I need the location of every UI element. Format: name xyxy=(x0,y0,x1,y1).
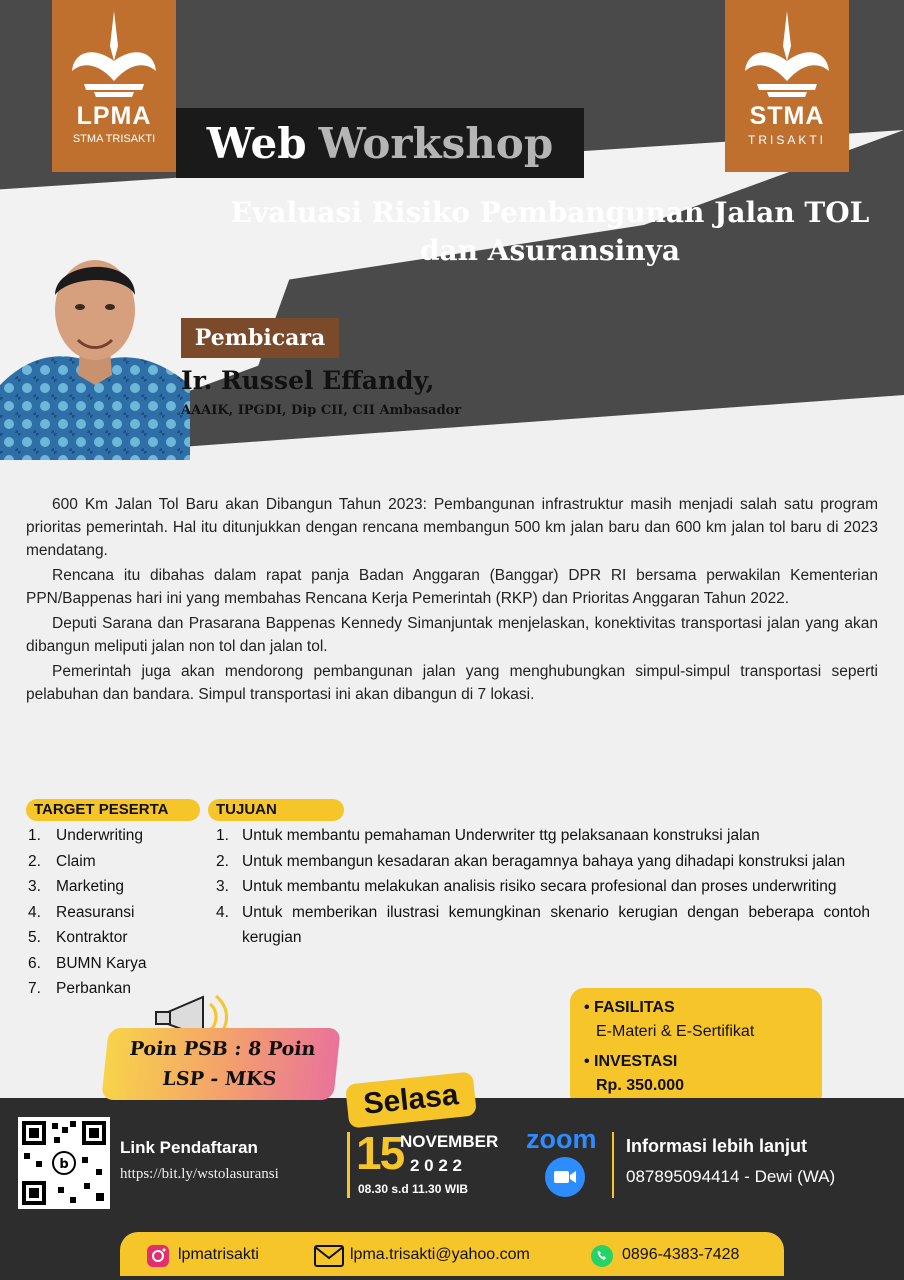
stma-logo-subtitle: TRISAKTI xyxy=(747,133,826,147)
tujuan-list xyxy=(216,823,870,951)
email-icon xyxy=(314,1245,344,1267)
speaker-credentials: AAAIK, IPGDI, Dip CII, CII Ambasador xyxy=(181,403,462,418)
instagram-icon xyxy=(146,1244,170,1268)
tujuan-heading: TUJUAN xyxy=(208,799,344,821)
facilities-heading: • FASILITAS xyxy=(584,999,675,1016)
registration-link[interactable]: https://bit.ly/wstolasuransi xyxy=(120,1166,279,1182)
poin-line2: LSP - MKS xyxy=(161,1068,278,1090)
paragraph-1: 600 Km Jalan Tol Baru akan Dibangun Tahun 2023: Pembangunan infrastruktur masih menjadi salah satu program prioritas pemerintah. Hal itu ditunjukkan dengan rencana membangun 500 km jalan baru dan 600 km jalan tol baru di 2023 mendatang. xyxy=(26,496,878,559)
speaker-name: Ir. Russel Effandy, xyxy=(181,366,435,395)
event-title-line1: Evaluasi Risiko Pembangunan Jalan TOL xyxy=(230,196,870,229)
date-month: NOVEMBER xyxy=(400,1132,499,1151)
list-item: 4. Untuk memberikan ilustrasi kemungkinan skenario kerugian dengan beberapa contoh kerugian xyxy=(216,903,870,946)
list-item: 3. Marketing xyxy=(28,878,125,895)
info-divider xyxy=(612,1132,614,1198)
facilities-box xyxy=(570,988,822,1108)
info-contact: 087895094414 - Dewi (WA) xyxy=(626,1167,836,1186)
stma-emblem-icon xyxy=(737,6,837,101)
stma-logo xyxy=(725,0,849,172)
list-item: 2. Claim xyxy=(28,852,96,870)
date-number: 15 xyxy=(356,1127,404,1179)
date-divider xyxy=(347,1132,350,1198)
lpma-emblem-icon xyxy=(64,6,164,101)
title-web: Web xyxy=(206,118,307,168)
event-title-line2: dan Asuransinya xyxy=(419,234,681,267)
lpma-logo-subtitle: STMA TRISAKTI xyxy=(72,133,156,145)
whatsapp-icon xyxy=(590,1244,614,1268)
instagram-handle[interactable]: lpmatrisakti xyxy=(178,1246,259,1263)
target-list xyxy=(28,823,198,1002)
date-year: 2 0 2 2 xyxy=(410,1156,462,1175)
paragraph-2: Rencana itu dibahas dalam rapat panja Badan Anggaran (Banggar) DPR RI bersama perwakilan Kementerian PPN/Bappenas hari ini yang membahas Rencana Kerja Pemerintah (RKP) dan Prioritas Anggaran Tahun 2022. xyxy=(26,567,878,607)
day-badge: Selasa xyxy=(345,1071,477,1128)
registration-label: Link Pendaftaran xyxy=(120,1138,258,1157)
description-text xyxy=(26,493,878,708)
list-item: 1. Untuk membantu pemahaman Underwriter ttg pelaksanaan konstruksi jalan xyxy=(216,827,760,844)
paragraph-3: Deputi Sarana dan Prasarana Bappenas Kennedy Simanjuntak menjelaskan, konektivitas transportasi jalan yang akan dibangun meliputi jalan non tol dan jalan tol. xyxy=(26,615,878,655)
zoom-camera-icon xyxy=(544,1156,586,1198)
list-item: 2. Untuk membangun kesadaran akan beragamnya bahaya yang dihadapi konstruksi jalan xyxy=(216,852,846,870)
date-time: 08.30 s.d 11.30 WIB xyxy=(358,1182,469,1196)
zoom-logo: zoom xyxy=(526,1124,597,1154)
facilities-value: E-Materi & E-Sertifikat xyxy=(596,1023,755,1040)
lpma-logo-title: LPMA xyxy=(76,102,152,130)
qr-code[interactable] xyxy=(18,1117,110,1209)
poin-badge xyxy=(101,1028,341,1100)
whatsapp-number[interactable]: 0896-4383-7428 xyxy=(622,1246,740,1263)
event-title xyxy=(200,194,900,270)
web-workshop-title xyxy=(176,108,584,178)
info-label: Informasi lebih lanjut xyxy=(626,1136,808,1156)
list-item: 5. Kontraktor xyxy=(28,929,128,946)
list-item: 1. Underwriting xyxy=(28,827,144,844)
investasi-heading: • INVESTASI xyxy=(584,1053,678,1070)
poin-line1: Poin PSB : 8 Poin xyxy=(128,1038,317,1060)
list-item: 6. BUMN Karya xyxy=(28,954,147,972)
investasi-value: Rp. 350.000 xyxy=(596,1077,685,1094)
list-item: 3. Untuk membantu melakukan analisis risiko secara profesional dan proses underwriting xyxy=(216,878,837,895)
target-heading: TARGET PESERTA xyxy=(26,799,200,821)
paragraph-4: Pemerintah juga akan mendorong pembangunan jalan yang menghubungkan simpul-simpul transportasi seperti pelabuhan dan bandara. Simpul transportasi ini akan dibangun di 7 lokasi. xyxy=(26,663,878,703)
svg-text:b: b xyxy=(59,1157,69,1172)
speaker-photo xyxy=(0,235,190,460)
lpma-logo xyxy=(52,0,176,172)
speaker-label: Pembicara xyxy=(181,318,339,358)
list-item: 4. Reasuransi xyxy=(28,903,135,921)
stma-logo-title: STMA xyxy=(749,102,825,130)
email-address[interactable]: lpma.trisakti@yahoo.com xyxy=(350,1246,530,1263)
list-item: 7. Perbankan xyxy=(28,980,131,997)
title-workshop: Workshop xyxy=(318,118,554,168)
